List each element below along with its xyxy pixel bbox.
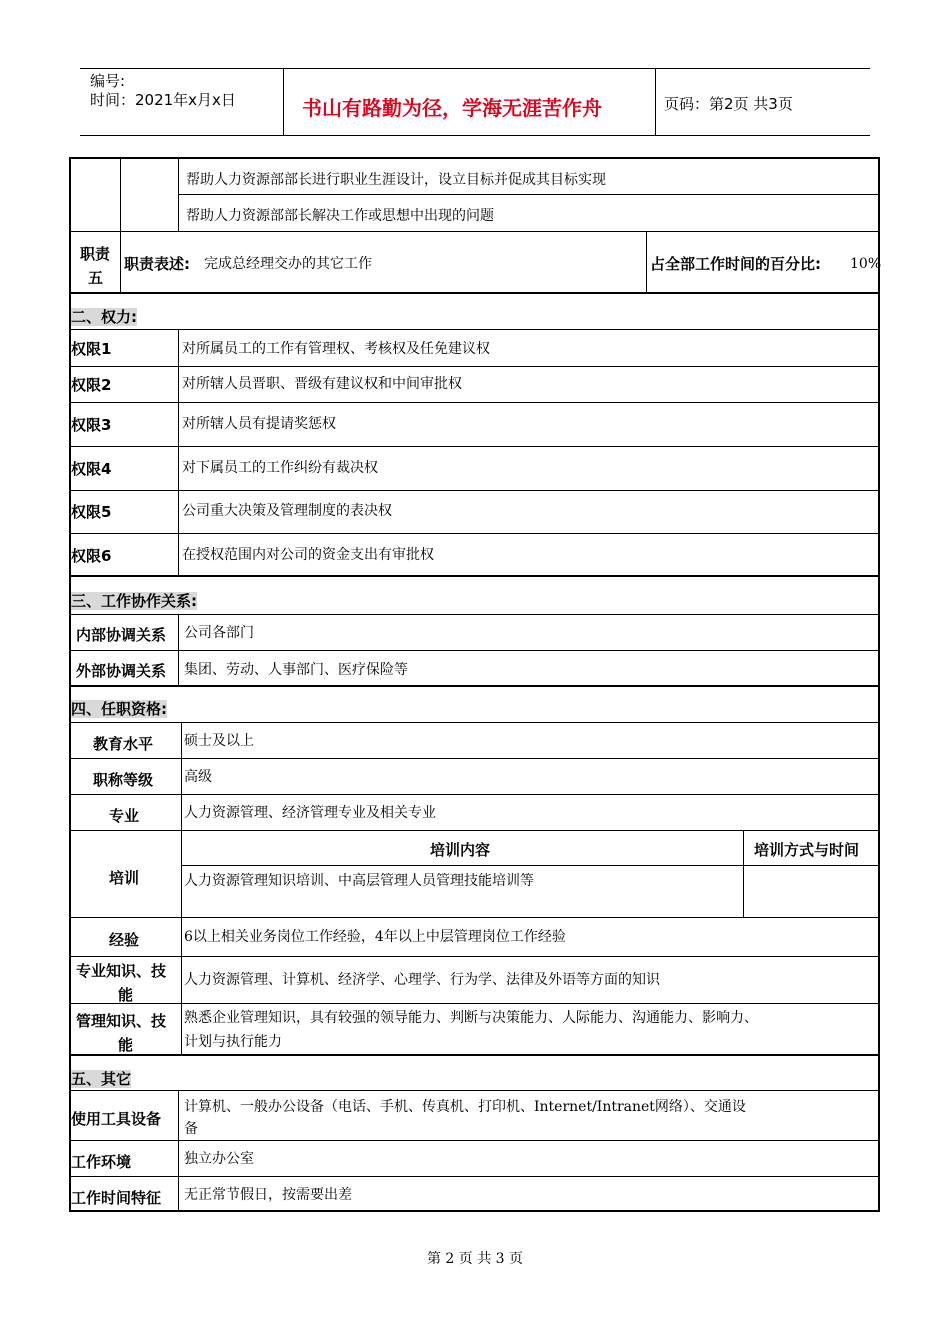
internal-relations-text: 公司各部门 xyxy=(184,625,254,641)
task-row-2: 帮助人力资源部部长解决工作或思想中出现的问题 xyxy=(186,208,494,224)
doc-time-label: 时间：2021年x月x日 xyxy=(90,91,236,109)
duty5-pct: 10% xyxy=(850,256,882,272)
section-authority-title: 二、权力: xyxy=(71,308,137,326)
authority-text-4: 对下属员工的工作纠纷有裁决权 xyxy=(182,460,378,476)
tools-line-2: 备 xyxy=(184,1121,198,1137)
doc-number-label: 编号: xyxy=(90,72,126,90)
training-content-header: 培训内容 xyxy=(430,841,491,859)
external-relations-text: 集团、劳动、人事部门、医疗保险等 xyxy=(184,662,408,678)
mgmt-knowledge-label-2: 能 xyxy=(118,1036,134,1054)
training-method-header: 培训方式与时间 xyxy=(754,841,860,859)
authority-label-6: 权限6 xyxy=(71,547,112,565)
authority-text-1: 对所属员工的工作有管理权、考核权及任免建议权 xyxy=(182,341,490,357)
experience-value: 6以上相关业务岗位工作经验，4年以上中层管理岗位工作经验 xyxy=(184,929,566,945)
title-level-label: 职称等级 xyxy=(93,771,154,789)
authority-label-3: 权限3 xyxy=(71,416,112,434)
major-label: 专业 xyxy=(109,807,140,825)
external-relations-label: 外部协调关系 xyxy=(76,662,167,680)
authority-label-2: 权限2 xyxy=(71,376,112,394)
duty5-label-line1: 职责 xyxy=(80,245,111,263)
experience-label: 经验 xyxy=(109,931,140,949)
title-level-value: 高级 xyxy=(184,769,212,785)
authority-label-4: 权限4 xyxy=(71,460,112,478)
mgmt-knowledge-line-1: 熟悉企业管理知识，具有较强的领导能力、判断与决策能力、人际能力、沟通能力、影响力、 xyxy=(184,1010,758,1026)
worktime-value: 无正常节假日，按需要出差 xyxy=(184,1187,352,1203)
worktime-label: 工作时间特征 xyxy=(71,1189,162,1207)
page-indicator: 页码：第2页 共3页 xyxy=(664,95,793,113)
authority-label-5: 权限5 xyxy=(71,503,112,521)
duty5-desc-label: 职责表述: xyxy=(124,255,190,273)
task-row-1: 帮助人力资源部部长进行职业生涯设计，设立目标并促成其目标实现 xyxy=(186,172,606,188)
env-value: 独立办公室 xyxy=(184,1151,254,1167)
env-label: 工作环境 xyxy=(71,1153,132,1171)
pro-knowledge-label-2: 能 xyxy=(118,986,134,1004)
page-footer: 第 2 页 共 3 页 xyxy=(426,1251,524,1267)
pro-knowledge-label-1: 专业知识、技 xyxy=(76,962,167,980)
authority-label-1: 权限1 xyxy=(71,340,112,358)
header-bottom-rule xyxy=(80,135,870,136)
header-top-rule xyxy=(80,68,870,69)
duty5-label-line2: 五 xyxy=(88,269,104,287)
section-other-title: 五、其它 xyxy=(71,1070,132,1088)
internal-relations-label: 内部协调关系 xyxy=(76,626,167,644)
authority-text-5: 公司重大决策及管理制度的表决权 xyxy=(182,503,392,519)
training-label: 培训 xyxy=(109,869,140,887)
education-label: 教育水平 xyxy=(93,735,154,753)
duty5-desc: 完成总经理交办的其它工作 xyxy=(204,256,372,272)
duty5-pct-label: 占全部工作时间的百分比: xyxy=(650,255,821,273)
tools-label: 使用工具设备 xyxy=(71,1110,162,1128)
pro-knowledge-value: 人力资源管理、计算机、经济学、心理学、行为学、法律及外语等方面的知识 xyxy=(184,972,660,988)
motto-title: 书山有路勤为径，学海无涯苦作舟 xyxy=(302,96,602,120)
section-qualifications-title: 四、任职资格: xyxy=(71,700,167,718)
authority-text-3: 对所辖人员有提请奖惩权 xyxy=(182,416,336,432)
section-collaboration-title: 三、工作协作关系: xyxy=(71,592,197,610)
authority-text-2: 对所辖人员晋职、晋级有建议权和中间审批权 xyxy=(182,376,462,392)
education-value: 硕士及以上 xyxy=(184,733,254,749)
major-value: 人力资源管理、经济管理专业及相关专业 xyxy=(184,805,436,821)
training-content: 人力资源管理知识培训、中高层管理人员管理技能培训等 xyxy=(184,873,534,889)
mgmt-knowledge-line-2: 计划与执行能力 xyxy=(184,1034,282,1050)
mgmt-knowledge-label-1: 管理知识、技 xyxy=(76,1012,167,1030)
tools-line-1: 计算机、一般办公设备（电话、手机、传真机、打印机、Internet/Intranet网络）、交通设 xyxy=(184,1099,746,1115)
authority-text-6: 在授权范围内对公司的资金支出有审批权 xyxy=(182,547,434,563)
